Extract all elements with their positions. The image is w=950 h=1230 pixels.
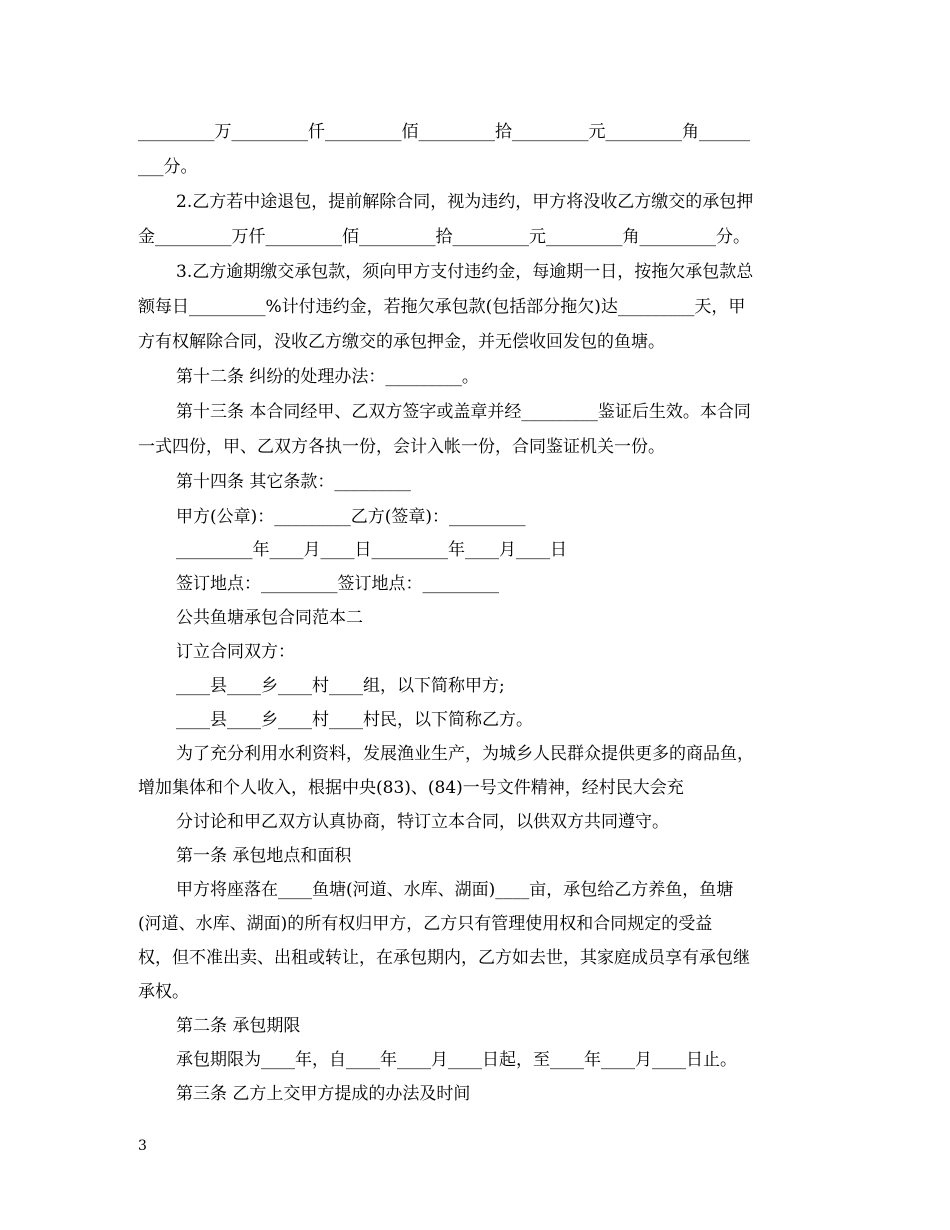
text-line: 第十四条 其它条款：_________ <box>176 472 411 492</box>
text-line: 第十二条 纠纷的处理办法：_________。 <box>176 367 479 387</box>
text-line: 签订地点：_________签订地点：_________ <box>176 574 499 594</box>
text-line: 第十三条 本合同经甲、乙双方签字或盖章并经_________鉴证后生效。本合同 <box>176 402 751 422</box>
text-line: 额每日_________%计付违约金，若拖欠承包款(包括部分拖欠)达_________天，甲 <box>138 297 746 317</box>
text-line: ___分。 <box>138 157 198 177</box>
text-line: 甲方(公章)：_________乙方(签章)：_________ <box>176 507 526 527</box>
text-line: _________万_________仟_________佰_________拾_________元_________角______ <box>138 122 750 142</box>
text-line: (河道、水库、湖面)的所有权归甲方，乙方只有管理使用权和合同规定的受益 <box>138 914 713 934</box>
text-line: 增加集体和个人收入，根据中央(83)、(84)一号文件精神，经村民大会充 <box>138 778 684 798</box>
text-line: 分讨论和甲乙双方认真协商，特订立本合同，以供双方共同遵守。 <box>176 812 669 832</box>
text-line: 一式四份，甲、乙双方各执一份，会计入帐一份，合同鉴证机关一份。 <box>138 437 665 457</box>
text-line: 承权。 <box>138 982 189 1002</box>
article-heading: 第一条 承包地点和面积 <box>176 846 352 866</box>
text-line: 为了充分利用水利资料，发展渔业生产，为城乡人民群众提供更多的商品鱼， <box>176 744 754 764</box>
text-line: 金_________万仟_________佰_________拾_________元_________角_________分。 <box>138 227 750 247</box>
text-line: 甲方将座落在____鱼塘(河道、水库、湖面)____亩，承包给乙方养鱼，鱼塘 <box>176 880 734 900</box>
page-number: 3 <box>138 1138 147 1154</box>
text-line: 3.乙方逾期缴交承包款，须向甲方支付违约金，每逾期一日，按拖欠承包款总 <box>176 262 754 282</box>
text-line: ____县____乡____村____组，以下简称甲方; <box>176 676 505 696</box>
article-heading: 第二条 承包期限 <box>176 1016 301 1036</box>
text-line: 订立合同双方： <box>176 642 295 662</box>
text-line: 承包期限为____年，自____年____月____日起，至____年____月____日止。 <box>176 1050 737 1070</box>
text-line: 权，但不准出卖、出租或转让，在承包期内，乙方如去世，其家庭成员享有承包继 <box>138 948 750 968</box>
text-line: ____县____乡____村____村民，以下简称乙方。 <box>176 710 533 730</box>
article-heading: 第三条 乙方上交甲方提成的办法及时间 <box>176 1084 471 1104</box>
text-line: 2.乙方若中途退包，提前解除合同，视为违约，甲方将没收乙方缴交的承包押 <box>176 192 754 212</box>
section-title: 公共鱼塘承包合同范本二 <box>176 608 363 628</box>
text-line: _________年____月____日_________年____月____日 <box>176 540 567 560</box>
text-line: 方有权解除合同，没收乙方缴交的承包押金，并无偿收回发包的鱼塘。 <box>138 332 665 352</box>
